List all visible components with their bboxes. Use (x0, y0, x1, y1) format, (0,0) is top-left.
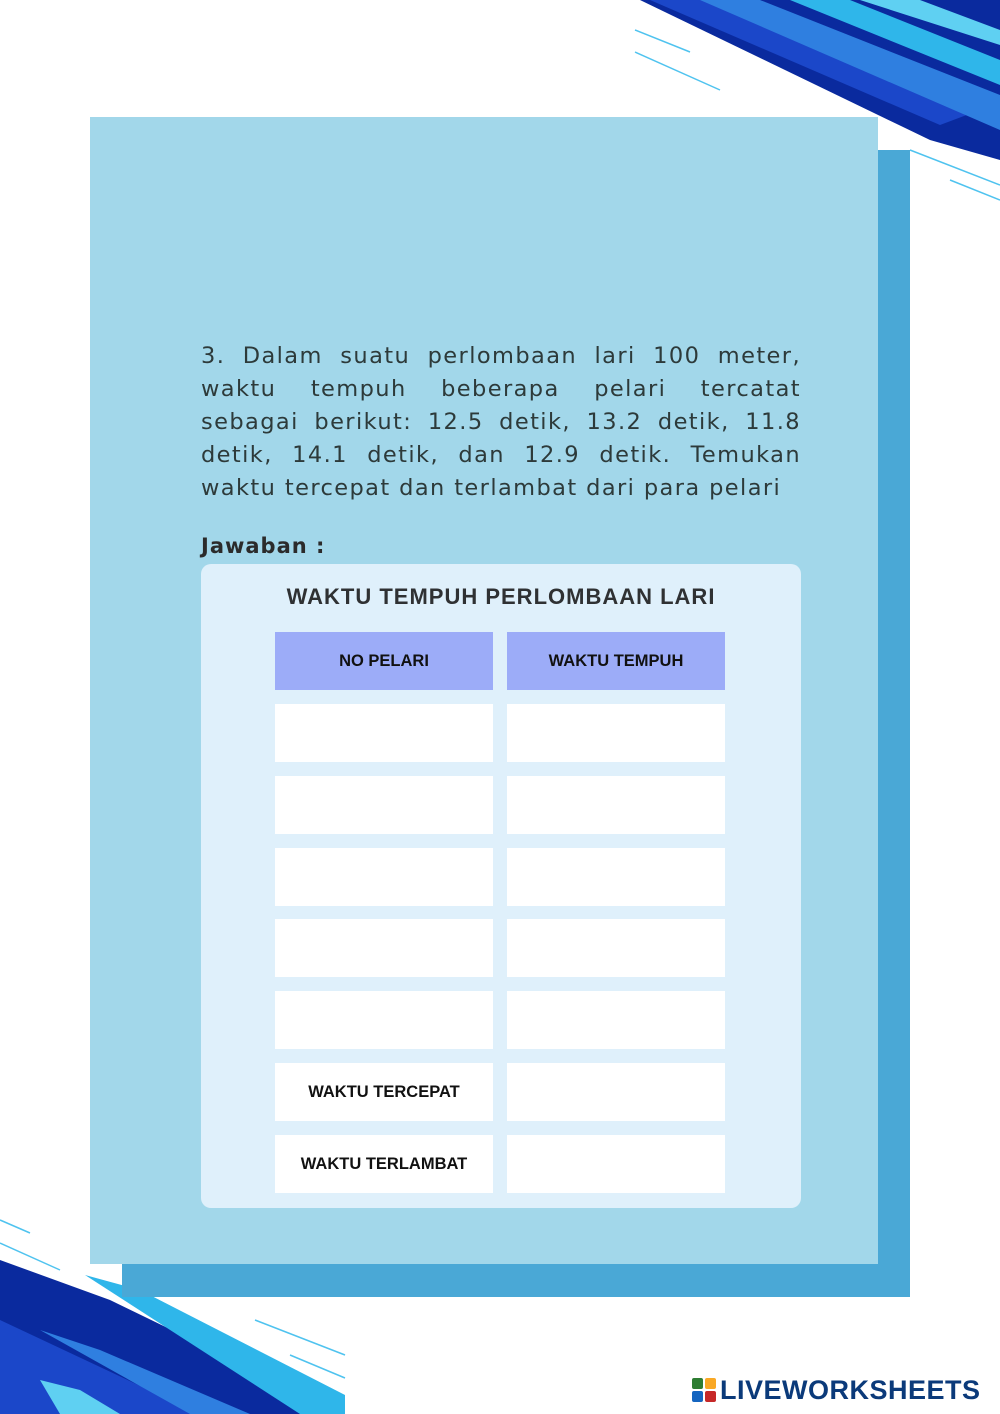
answer-cell-waktu-tercepat[interactable] (507, 1063, 725, 1121)
answer-cell-no-pelari-3[interactable] (275, 848, 493, 906)
brand-name: LIVEWORKSHEETS (720, 1374, 981, 1405)
liveworksheets-brand (692, 1376, 981, 1404)
answer-cell-waktu-2[interactable] (507, 776, 725, 834)
label-waktu-terlambat: WAKTU TERLAMBAT (275, 1135, 493, 1193)
answer-cell-no-pelari-4[interactable] (275, 919, 493, 977)
answer-cell-waktu-4[interactable] (507, 919, 725, 977)
liveworksheets-logo-icon (692, 1378, 716, 1402)
answer-cell-no-pelari-2[interactable] (275, 776, 493, 834)
table-title: WAKTU TEMPUH PERLOMBAAN LARI (286, 584, 716, 609)
answer-cell-waktu-1[interactable] (507, 704, 725, 762)
header-no-pelari: NO PELARI (275, 632, 493, 690)
answer-cell-no-pelari-5[interactable] (275, 991, 493, 1049)
header-waktu-tempuh: WAKTU TEMPUH (507, 632, 725, 690)
question-text: 3. Dalam suatu perlombaan lari 100 meter, waktu tempuh beberapa pelari tercatat sebagai berikut: 12.5 detik, 13.2 detik, 11.8 detik, 14.1 detik, dan 12.9 detik. Temukan waktu tercepat dan terlambat dari para pelari (201, 343, 801, 501)
answer-label: Jawaban : (201, 534, 326, 558)
answer-cell-waktu-5[interactable] (507, 991, 725, 1049)
answer-panel (201, 564, 801, 1208)
answer-cell-no-pelari-1[interactable] (275, 704, 493, 762)
answer-cell-waktu-3[interactable] (507, 848, 725, 906)
label-waktu-tercepat: WAKTU TERCEPAT (275, 1063, 493, 1121)
answer-cell-waktu-terlambat[interactable] (507, 1135, 725, 1193)
